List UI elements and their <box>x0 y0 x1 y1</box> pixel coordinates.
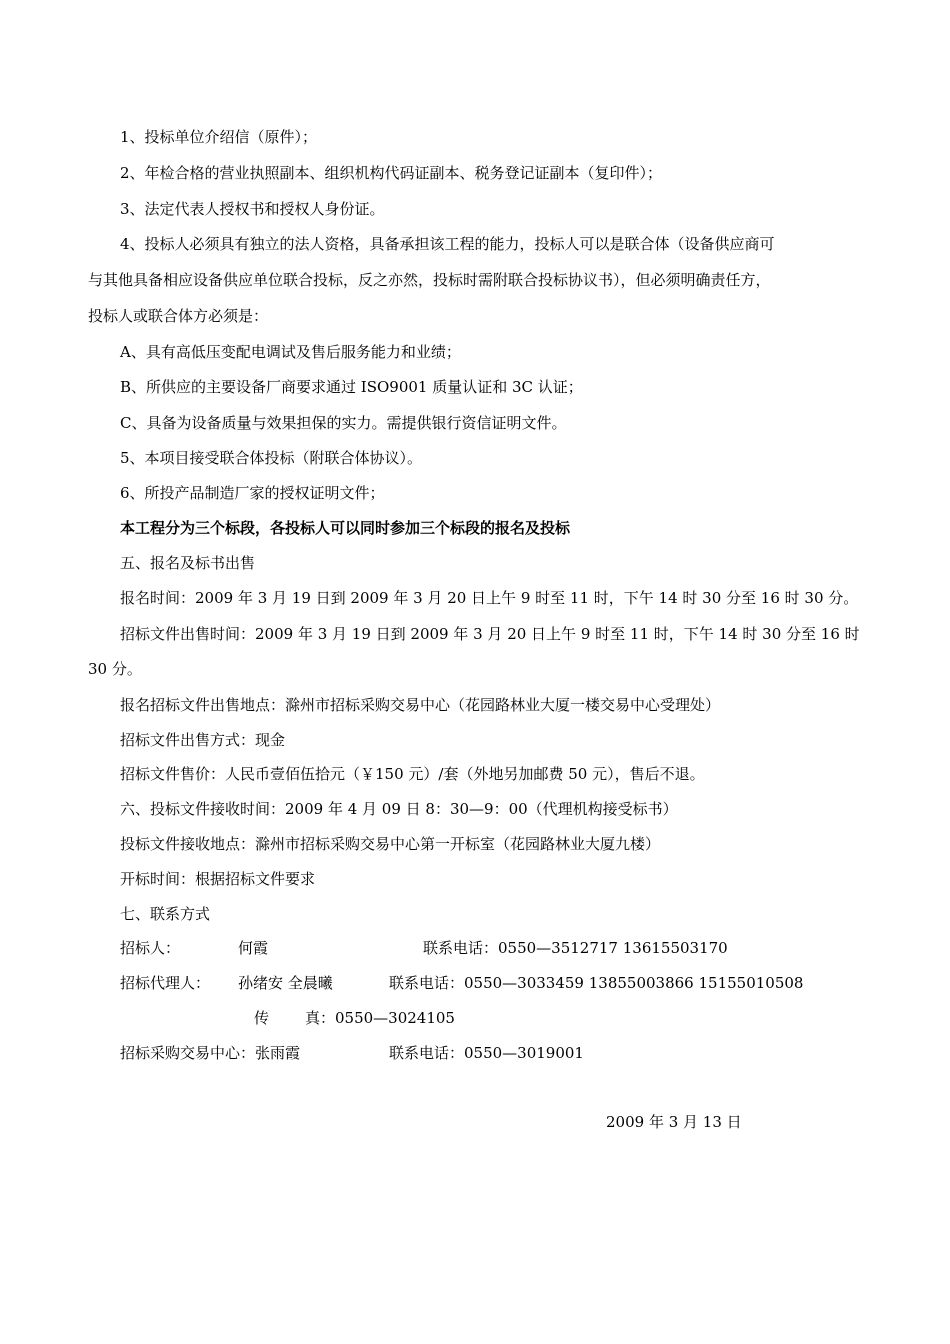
item-4-line-1: 4、投标人必须具有独立的法人资格，具备承担该工程的能力，投标人可以是联合体（设备供应商可 <box>120 235 775 253</box>
agent-label: 招标代理人： <box>120 974 211 992</box>
sale-location: 报名招标文件出售地点：滁州市招标采购交易中心（花园路林业大厦一楼交易中心受理处） <box>120 696 721 714</box>
sale-method: 招标文件出售方式：现金 <box>120 731 286 749</box>
item-6: 6、所投产品制造厂家的授权证明文件； <box>120 484 385 502</box>
sale-price: 招标文件售价：人民币壹佰伍拾元（￥150 元）/套（外地另加邮费 50 元），售后不退。 <box>120 765 705 783</box>
item-a: A、具有高低压变配电调试及售后服务能力和业绩； <box>120 343 461 361</box>
receive-time: 六、投标文件接收时间：2009 年 4 月 09 日 8：30—9：00（代理机构接受标书） <box>120 800 678 818</box>
registration-time: 报名时间：2009 年 3 月 19 日到 2009 年 3 月 20 日上午 9 时至 11 时，下午 14 时 30 分至 16 时 30 分。 <box>120 589 859 607</box>
agent-names: 孙绪安 全晨曦 <box>238 974 333 992</box>
agent-phone: 联系电话：0550—3033459 13855003866 15155010508 <box>389 974 804 992</box>
item-c: C、具备为设备质量与效果担保的实力。需提供银行资信证明文件。 <box>120 414 567 432</box>
center-contact: 招标采购交易中心：张雨霞 <box>120 1044 301 1062</box>
section-7-heading: 七、联系方式 <box>120 905 211 923</box>
tenderer-name: 何霞 <box>238 939 269 957</box>
sale-time-line-1: 招标文件出售时间：2009 年 3 月 19 日到 2009 年 3 月 20 日上午 9 时至 11 时，下午 14 时 30 分至 16 时 <box>120 625 860 643</box>
bold-note: 本工程分为三个标段，各投标人可以同时参加三个标段的报名及投标 <box>120 519 571 537</box>
opening-time: 开标时间：根据招标文件要求 <box>120 870 316 888</box>
sale-time-line-2: 30 分。 <box>88 660 142 678</box>
fax-label: 传 <box>254 1009 270 1027</box>
tenderer-phone: 联系电话：0550—3512717 13615503170 <box>423 939 728 957</box>
item-3: 3、法定代表人授权书和授权人身份证。 <box>120 200 385 218</box>
tenderer-label: 招标人： <box>120 939 181 957</box>
item-4-line-2: 与其他具备相应设备供应单位联合投标，反之亦然，投标时需附联合投标协议书），但必须明确责任方， <box>88 271 771 289</box>
item-2: 2、年检合格的营业执照副本、组织机构代码证副本、税务登记证副本（复印件）； <box>120 164 663 182</box>
document-date: 2009 年 3 月 13 日 <box>606 1113 742 1131</box>
item-4-line-3: 投标人或联合体方必须是： <box>88 307 269 325</box>
center-phone: 联系电话：0550—3019001 <box>389 1044 584 1062</box>
fax-value: 真：0550—3024105 <box>305 1009 455 1027</box>
item-b: B、所供应的主要设备厂商要求通过 ISO9001 质量认证和 3C 认证； <box>120 378 583 396</box>
item-5: 5、本项目接受联合体投标（附联合体协议）。 <box>120 449 423 467</box>
receive-place: 投标文件接收地点：滁州市招标采购交易中心第一开标室（花园路林业大厦九楼） <box>120 835 661 853</box>
item-1: 1、投标单位介绍信（原件）； <box>120 128 318 146</box>
section-5-heading: 五、报名及标书出售 <box>120 554 256 572</box>
